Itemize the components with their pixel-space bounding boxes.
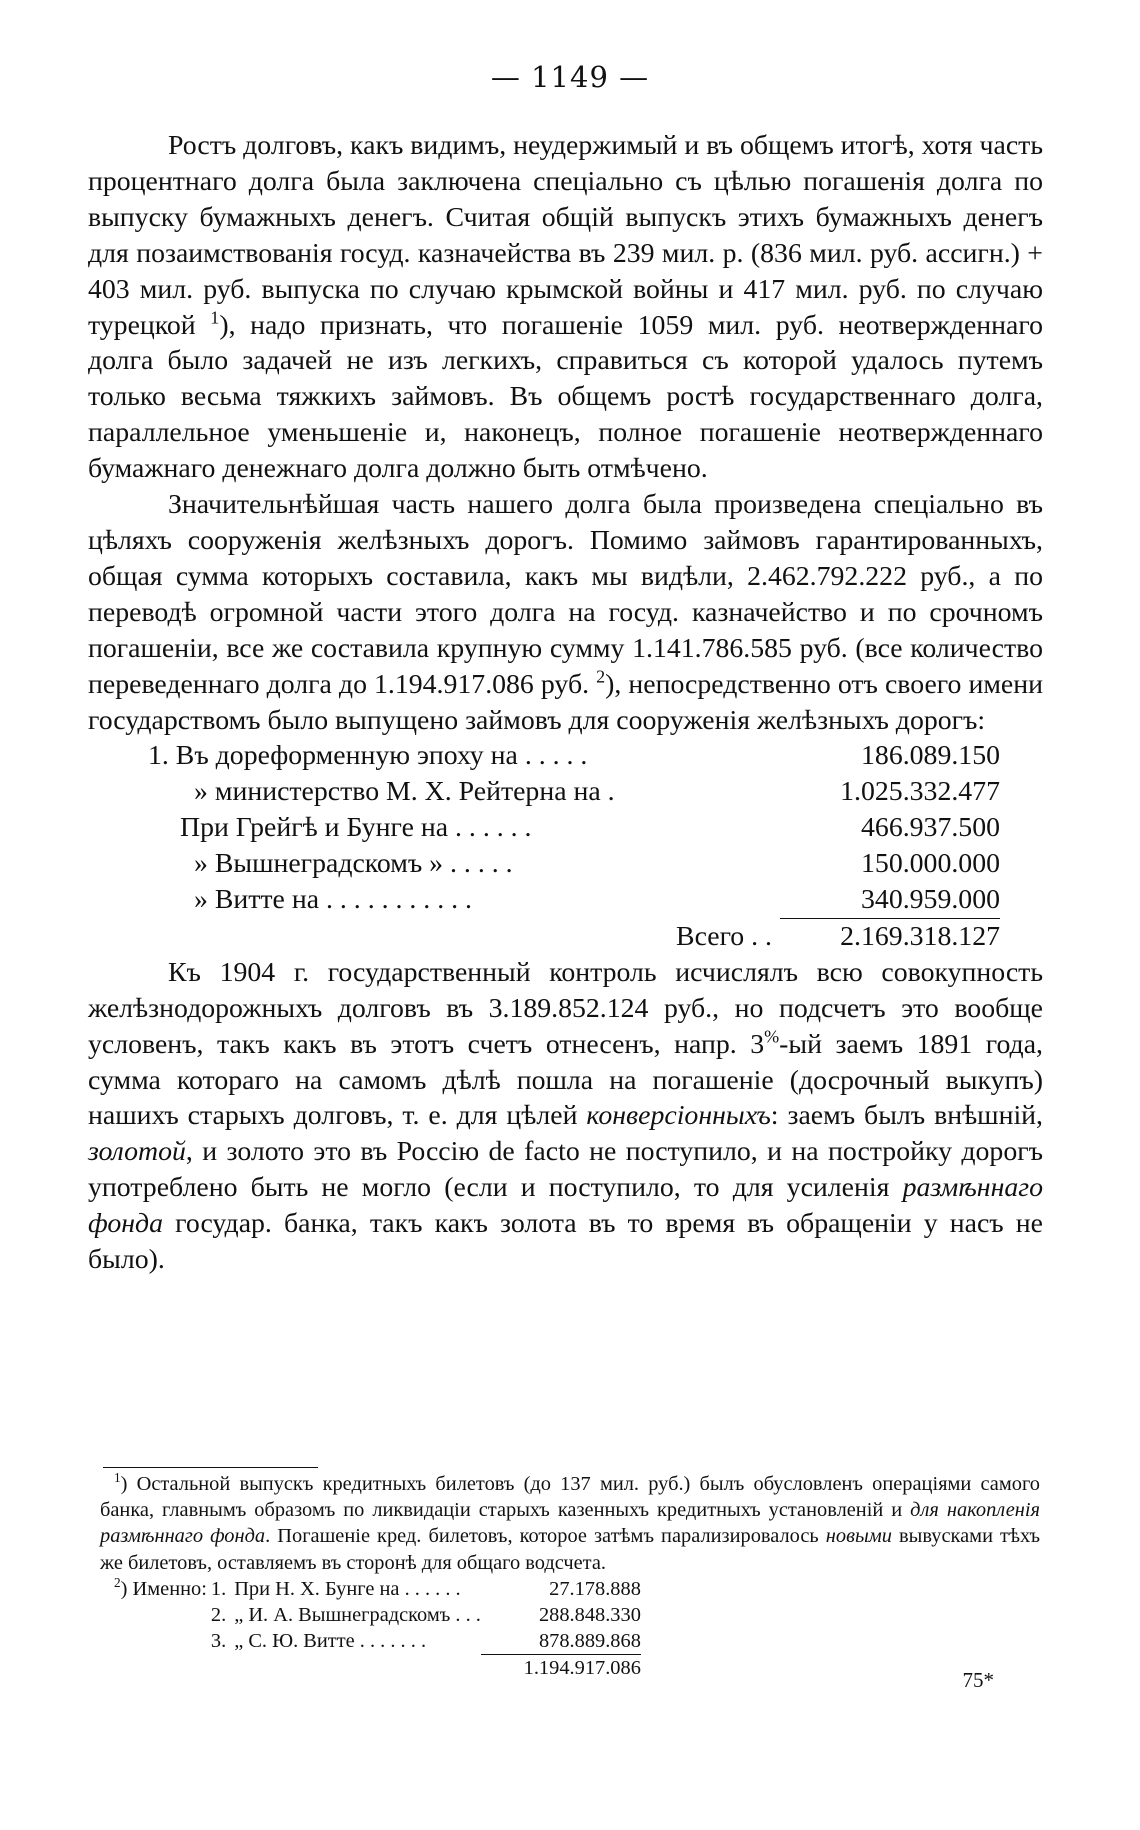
- paragraph-railway-loans: Значительнѣйшая часть нашего долга была произведена спеціально въ цѣляхъ сооруженія желѣзныхъ дорогъ. Помимо займовъ гарантированныхъ, общая сумма которыхъ составила, какъ мы видѣли, 2.462.792.222 руб., а по переводѣ огромной части этого долга на госуд. казначейство и по срочномъ погашеніи, все же составила крупную сумму 1.141.786.585 руб. (все количество переведеннаго долга до 1.194.917.086 руб. $^2$), непосредственно отъ своего имени государствомъ было выпущено займовъ для сооруженія желѣзныхъ дорогъ:: [88, 489, 1043, 736]
- table-row: 2. „ И. А. Вышнеградскомъ . . . 288.848.330: [210, 1604, 641, 1627]
- footnote-2-total: 1.194.917.086: [523, 1657, 641, 1680]
- table-row: 3. „ С. Ю. Витте . . . . . . . 878.889.868: [114, 1628, 641, 1655]
- table-row: [148, 738, 1000, 774]
- table-row: [114, 1655, 641, 1682]
- footnote-divider: [103, 1467, 318, 1468]
- paragraph-state-control: Къ 1904 г. государственный контроль исчислялъ всю совокупность желѣзнодорожныхъ долговъ въ 3.189.852.124 руб., но подсчетъ это вообще условенъ, такъ какъ въ этотъ счетъ отнесенъ, напр. 3%-ый заемъ 1891 года, сумма котораго на самомъ дѣлѣ пошла на погашеніе (досрочный выкупъ) нашихъ старыхъ долговъ, т. е. для цѣлей конверсіонныхъ: заемъ былъ внѣшній, золотой, и золото это въ Россію de facto не поступило, и на постройку дорогъ употреблено быть не могло (если и поступило, то для усиленія размѣннаго фонда государ. банка, такъ какъ золота въ то время въ обращеніи у насъ не было).: [88, 956, 1044, 1276]
- loan-label: » министерство М. Х. Рейтерна на .: [194, 776, 615, 808]
- table-row: [148, 846, 1000, 882]
- table-row: $^2$) Именно: 1. При Н. Х. Бунге на . . . . . . 27.178.888: [114, 1576, 641, 1602]
- total-value: 2.169.318.127: [780, 918, 1000, 954]
- footnote-2-table: [114, 1576, 641, 1682]
- table-row: [148, 774, 1000, 810]
- table-row: [148, 810, 1000, 846]
- total-label: Всего . .: [676, 920, 772, 952]
- paragraph-debt-growth: Ростъ долговъ, какъ видимъ, неудержимый и въ общемъ итогѣ, хотя часть процентнаго долга была заключена спеціально съ цѣлью погашенія долга по выпуску бумажныхъ денегъ. Считая общій выпускъ этихъ бумажныхъ денегъ для позаимствованія госуд. казначейства въ 239 мил. р. (836 мил. руб. ассигн.) + 403 мил. руб. выпуска по случаю крымской войны и 417 мил. руб. по случаю турецкой $^1$), надо признать, что погашеніе 1059 мил. руб. неотвержденнаго долга было задачей не изъ легкихъ, справиться съ которой удалось путемъ только весьма тяжкихъ займовъ. Въ общемъ ростѣ государственнаго долга, параллельное уменьшеніе и, наконецъ, полное погашеніе неотвержденнаго бумажнаго денежнаго долга должно быть отмѣчено.: [88, 130, 1043, 485]
- loan-label: » Вышнеградскомъ » . . . . .: [194, 848, 513, 880]
- loan-label: При Грейгѣ и Бунге на . . . . . .: [180, 812, 532, 844]
- footnote-ref-1[interactable]: 1: [210, 307, 220, 328]
- footnote-1: $^1$) Остальной выпускъ кредитныхъ билетовъ (до 137 мил. руб.) былъ обусловленъ операціями самого банка, главнымъ образомъ по ликвидаціи старыхъ казенныхъ кредитныхъ установленій и для накопленія размѣннаго фонда. Погашеніе кред. билетовъ, которое затѣмъ парализировалось новыми вывусками тѣхъ же билетовъ, оставляемъ въ сторонѣ для общаго водсчета.: [100, 1470, 1040, 1574]
- footnote-ref-2[interactable]: 2: [596, 666, 606, 687]
- table-row: [148, 882, 1000, 918]
- loan-value: 150.000.000: [861, 848, 1000, 880]
- loan-label: 1. Въ дореформенную эпоху на . . . . .: [148, 740, 588, 772]
- table-total-row: [148, 918, 1000, 954]
- loan-value: 186.089.150: [861, 740, 1000, 772]
- loans-table: [148, 738, 1000, 954]
- loan-value: 340.959.000: [861, 884, 1000, 916]
- signature-mark: 75*: [962, 1668, 994, 1692]
- loan-label: » Витте на . . . . . . . . . . .: [194, 884, 472, 916]
- footnote-2-intro: $^2$) Именно:: [114, 1575, 207, 1600]
- footnotes: [100, 1471, 1040, 1682]
- loan-value: 1.025.332.477: [840, 776, 1000, 808]
- page-header: — 1149 —: [490, 60, 650, 94]
- main-text: [88, 128, 1043, 1278]
- loan-value: 466.937.500: [861, 812, 1000, 844]
